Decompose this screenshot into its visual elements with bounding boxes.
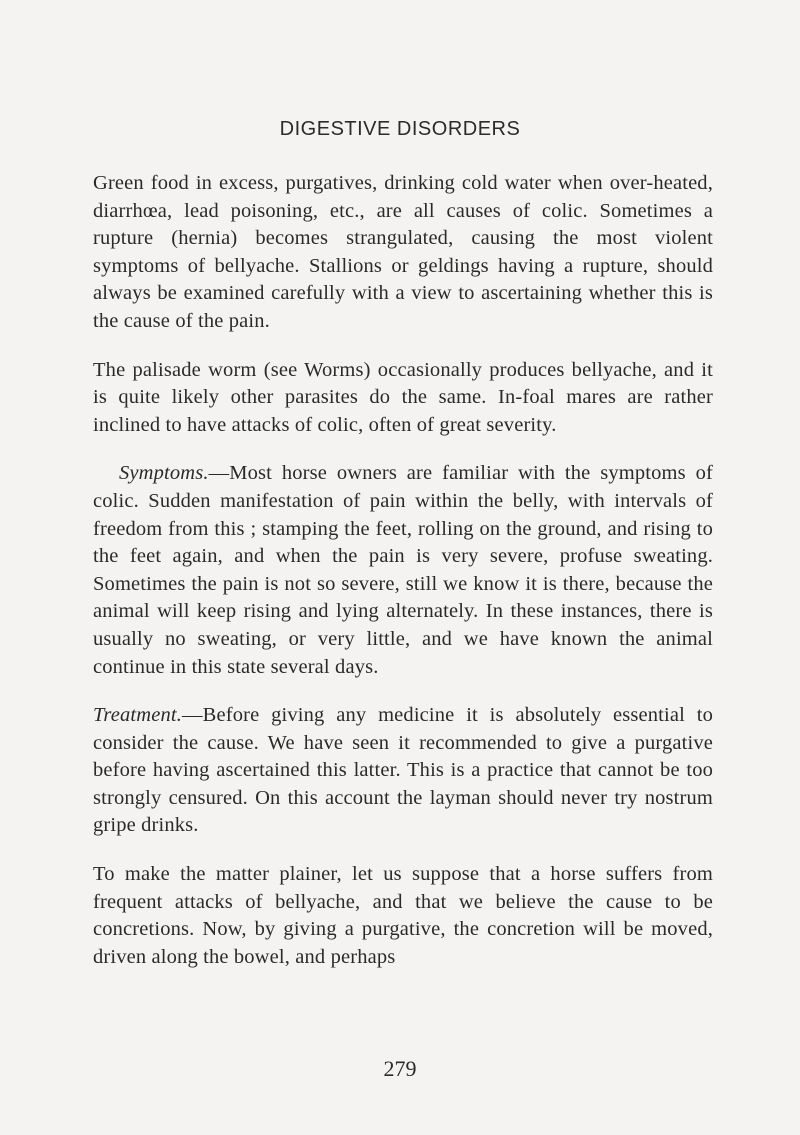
paragraph-parasites	[93, 357, 713, 440]
paragraph-text: To make the matter plainer, let us suppose that a horse suffers from frequent attacks of bellyache, and that we believe the cause to be concretions. Now, by giving a purgative, the concretion will be moved, driven along the bowel, and perhaps	[93, 863, 713, 968]
paragraph-example	[93, 861, 713, 971]
paragraph-text: —Most horse owners are familiar with the symptoms of colic. Sudden manifestation of pain within the belly, with intervals of freedom from this ; stamping the feet, rolling on the ground, and rising to the feet again, and when the pain is very severe, profuse sweating. Sometimes the pain is not so severe, still we know it is there, because the animal will keep rising and lying alternately. In these instances, there is usually no sweating, or very little, and we have known the animal continue in this state several days.	[93, 462, 713, 678]
paragraph-text: Green food in excess, purgatives, drinking cold water when over-heated, diarrhœa, lead poisoning, etc., are all causes of colic. Sometimes a rupture (hernia) becomes strangulated, causing the most violent symptoms of bellyache. Stallions or geldings having a rupture, should always be examined carefully with a view to ascertaining whether this is the cause of the pain.	[93, 172, 713, 332]
page-number: 279	[383, 1056, 417, 1081]
running-head: DIGESTIVE DISORDERS	[279, 118, 521, 140]
paragraph-text: The palisade worm (see Worms) occasionally produces bellyache, and it is quite likely other parasites do the same. In-foal mares are rather inclined to have attacks of colic, often of great severity.	[93, 358, 713, 436]
section-lead-symptoms: Symptoms.	[119, 462, 209, 485]
section-lead-treatment: Treatment.	[93, 704, 183, 727]
body-text	[93, 170, 713, 971]
paragraph-symptoms	[93, 460, 713, 681]
paragraph-text: —Before giving any medicine it is absolutely essential to consider the cause. We have seen it recommended to give a purgative before having ascertained this latter. This is a practice that cannot be too strongly censured. On this account the layman should never try nostrum gripe drinks.	[93, 704, 713, 837]
paragraph-causes	[93, 170, 713, 336]
paragraph-treatment	[93, 702, 713, 840]
